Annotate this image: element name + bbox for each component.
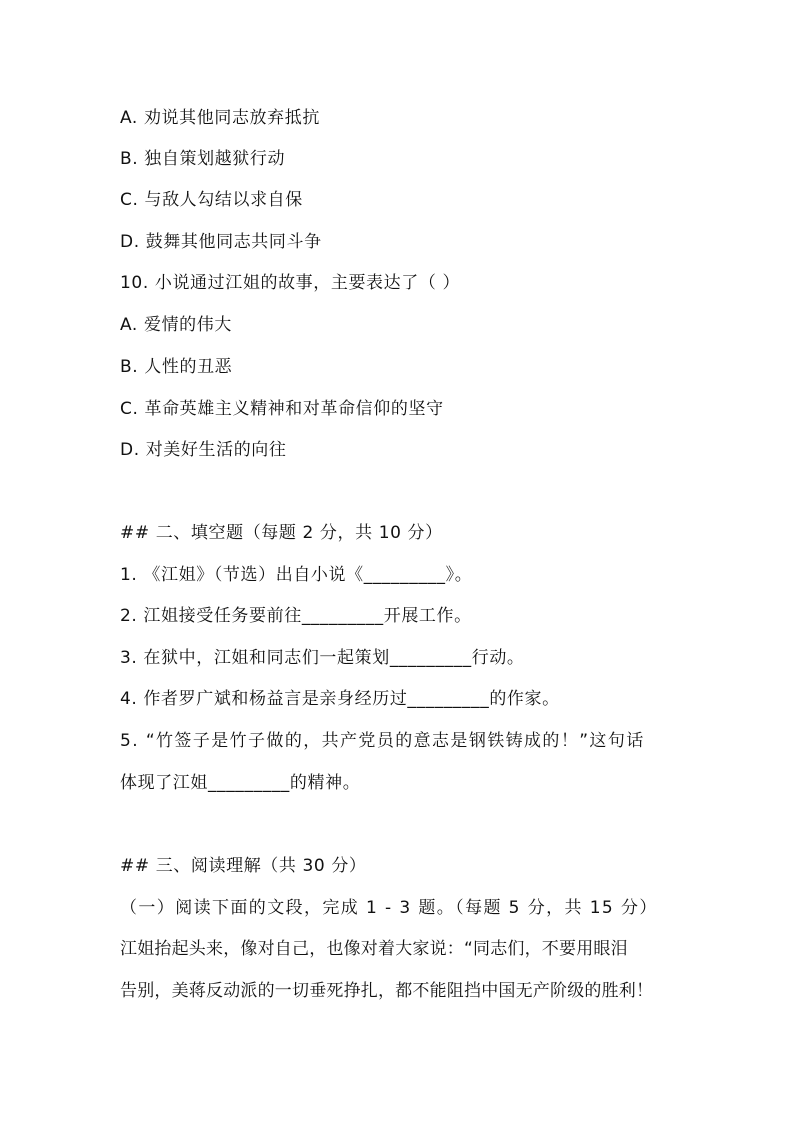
fill-in-item-5: 5. “竹签子是竹子做的，共产党员的意志是钢铁铸成的！”这句话 bbox=[120, 731, 645, 751]
q10-option-b: B. 人性的丑恶 bbox=[120, 357, 233, 377]
fill-in-item-3: 3. 在狱中，江姐和同志们一起策划_________行动。 bbox=[120, 648, 525, 668]
fill-in-item-4: 4. 作者罗广斌和杨益言是亲身经历过_________的作家。 bbox=[120, 689, 560, 709]
fill-in-item-1: 1. 《江姐》（节选）出自小说《_________》。 bbox=[120, 565, 473, 585]
reading-intro: （一）阅读下面的文段，完成 1 - 3 题。（每题 5 分，共 15 分） bbox=[120, 898, 658, 918]
reading-passage-line-2: 告别，美蒋反动派的一切垂死挣扎，都不能阻挡中国无产阶级的胜利！ bbox=[120, 981, 654, 1001]
q10-stem: 10. 小说通过江姐的故事，主要表达了（ ） bbox=[120, 273, 461, 293]
q10-option-d: D. 对美好生活的向往 bbox=[120, 440, 287, 460]
reading-heading: ## 三、阅读理解（共 30 分） bbox=[120, 856, 367, 876]
q10-option-c: C. 革命英雄主义精神和对革命信仰的坚守 bbox=[120, 399, 444, 419]
q9-option-c: C. 与敌人勾结以求自保 bbox=[120, 190, 303, 210]
fill-in-item-5-continued: 体现了江姐_________的精神。 bbox=[120, 773, 361, 793]
q9-option-d: D. 鼓舞其他同志共同斗争 bbox=[120, 232, 322, 252]
q10-option-a: A. 爱情的伟大 bbox=[120, 315, 232, 335]
q9-option-a: A. 劝说其他同志放弃抵抗 bbox=[120, 108, 320, 128]
fill-in-item-2: 2. 江姐接受任务要前往_________开展工作。 bbox=[120, 606, 472, 626]
q9-option-b: B. 独自策划越狱行动 bbox=[120, 149, 286, 169]
reading-passage-line-1: 江姐抬起头来，像对自己，也像对着大家说：“同志们，不要用眼泪 bbox=[120, 939, 628, 959]
fill-in-heading: ## 二、填空题（每题 2 分，共 10 分） bbox=[120, 523, 443, 543]
